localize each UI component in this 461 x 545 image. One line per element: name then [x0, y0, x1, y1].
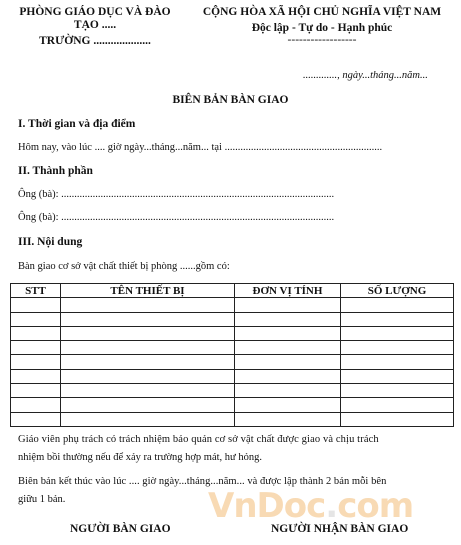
table-row	[11, 369, 454, 383]
responsibility-line-2: nhiệm bồi thường nếu để xảy ra trường hợp mát, hư hỏng.	[18, 452, 262, 463]
department-name: PHÒNG GIÁO DỤC VÀ ĐÀO	[19, 6, 171, 18]
table-cell	[235, 398, 341, 412]
section-2-heading: II. Thành phần	[18, 165, 93, 177]
closing-line-2: giữu 1 bản.	[18, 494, 66, 505]
table-row	[11, 398, 454, 412]
table-cell	[235, 384, 341, 398]
school-header	[4, 6, 186, 48]
table-cell	[61, 398, 235, 412]
table-cell	[61, 298, 235, 312]
time-place-line: Hôm nay, vào lúc .... giờ ngày...tháng...năm... tại ............................................................	[18, 142, 383, 153]
table-cell	[235, 326, 341, 340]
closing-line-1: Biên bản kết thúc vào lúc .... giờ ngày...tháng...năm... và được lập thành 2 bản mỗi bên	[18, 476, 387, 487]
table-cell	[341, 312, 454, 326]
watermark-tld: com	[337, 486, 414, 526]
section-1-heading: I. Thời gian và địa điểm	[18, 118, 136, 130]
table-cell	[11, 398, 61, 412]
participant-line-1: Ông (bà): ........................................................................................................	[18, 189, 335, 200]
watermark-dot: .	[325, 486, 338, 526]
table-cell	[61, 384, 235, 398]
watermark-brand: VnDoc	[208, 486, 326, 526]
table-cell	[61, 355, 235, 369]
column-header-equipment: TÊN THIẾT BỊ	[61, 284, 235, 298]
table-row	[11, 355, 454, 369]
signature-handover: NGƯỜI BÀN GIAO	[70, 523, 171, 535]
equipment-table	[10, 283, 454, 427]
vndoc-watermark-logo	[208, 486, 414, 536]
table-row	[11, 384, 454, 398]
column-header-stt: STT	[11, 284, 61, 298]
table-cell	[341, 355, 454, 369]
date-line: ............., ngày...tháng...năm...	[303, 70, 428, 81]
handover-intro: Bàn giao cơ sở vật chất thiết bị phòng ......gồm có:	[18, 261, 230, 272]
table-cell	[61, 341, 235, 355]
table-header-row	[11, 284, 454, 298]
table-row	[11, 412, 454, 426]
table-cell	[341, 369, 454, 383]
table-cell	[341, 412, 454, 426]
table-cell	[11, 312, 61, 326]
table-row	[11, 341, 454, 355]
responsibility-line-1: Giáo viên phụ trách có trách nhiệm bảo quản cơ sở vật chất được giao và chịu trách	[18, 434, 379, 445]
table-cell	[235, 412, 341, 426]
table-cell	[341, 341, 454, 355]
table-cell	[341, 298, 454, 312]
department-name-continued: TẠO .....	[73, 19, 117, 31]
table-cell	[11, 384, 61, 398]
document-title: BIÊN BẢN BÀN GIAO	[172, 94, 289, 106]
section-3-heading: III. Nội dung	[18, 236, 83, 248]
national-motto: Độc lập - Tự do - Hạnh phúc	[251, 22, 393, 34]
table-cell	[235, 298, 341, 312]
national-header	[186, 6, 458, 47]
table-cell	[11, 298, 61, 312]
school-name: TRƯỜNG ....................	[39, 35, 151, 47]
table-cell	[11, 341, 61, 355]
table-cell	[341, 326, 454, 340]
table-cell	[235, 355, 341, 369]
table-cell	[235, 312, 341, 326]
table-cell	[11, 412, 61, 426]
table-cell	[61, 312, 235, 326]
table-row	[11, 326, 454, 340]
table-cell	[11, 369, 61, 383]
column-header-unit: ĐƠN VỊ TÍNH	[235, 284, 341, 298]
table-cell	[61, 326, 235, 340]
table-body	[11, 298, 454, 427]
table-cell	[61, 369, 235, 383]
column-header-quantity: SỐ LƯỢNG	[341, 284, 454, 298]
table-cell	[11, 355, 61, 369]
header-divider: ------------------	[287, 34, 357, 46]
national-title: CỘNG HÒA XÃ HỘI CHỦ NGHĨA VIỆT NAM	[202, 6, 442, 18]
table-cell	[341, 384, 454, 398]
table-row	[11, 312, 454, 326]
table-cell	[235, 369, 341, 383]
signature-receiver: NGƯỜI NHẬN BÀN GIAO	[271, 523, 409, 535]
table-cell	[11, 326, 61, 340]
table-cell	[61, 412, 235, 426]
table-row	[11, 298, 454, 312]
table-cell	[235, 341, 341, 355]
table-cell	[341, 398, 454, 412]
participant-line-2: Ông (bà): ........................................................................................................	[18, 212, 335, 223]
